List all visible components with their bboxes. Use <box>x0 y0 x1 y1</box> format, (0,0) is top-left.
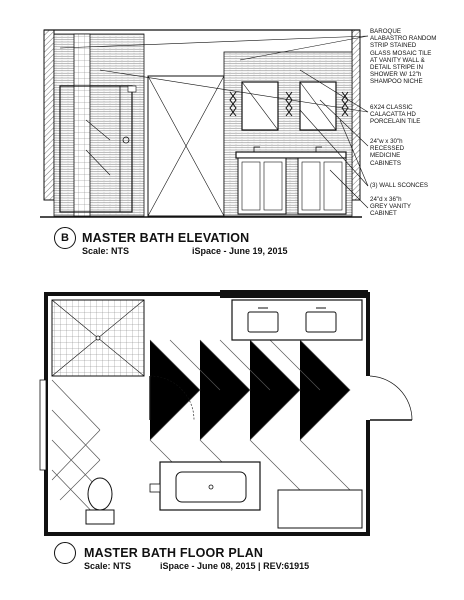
elevation-marker: B <box>54 227 76 249</box>
floor-plan-title: MASTER BATH FLOOR PLAN <box>84 546 264 560</box>
toilet-icon <box>86 478 114 524</box>
note-wall-sconces: (3) WALL SCONCES <box>370 182 428 189</box>
elevation-scale: Scale: NTS <box>82 246 130 256</box>
bench <box>278 490 362 528</box>
sink-left <box>248 312 278 332</box>
floor-plan-scale: Scale: NTS <box>84 561 132 571</box>
note-mosaic-tile: BAROQUE ALABASTRO RANDOM STRIP STAINED GLASS MOSAIC TILE AT VANITY WALL & DETAIL STRIPE IN SHOWER W/ 12"h SHAMPOO NICHE <box>370 28 437 86</box>
elevation-title: MASTER BATH ELEVATION <box>82 231 250 245</box>
elevation-date: iSpace - June 19, 2015 <box>192 246 288 256</box>
note-porcelain-tile: 6X24 CLASSIC CALACATTA HD PORCELAIN TILE <box>370 104 421 126</box>
note-medicine-cabinets: 24"w x 30"h RECESSED MEDICINE CABINETS <box>370 138 405 167</box>
floor-plan-marker <box>54 542 76 564</box>
sink-right <box>306 312 336 332</box>
note-vanity-cabinet: 24"d x 36"h GREY VANITY CABINET <box>370 196 412 218</box>
floor-plan-date: iSpace - June 08, 2015 | REV:61915 <box>160 561 310 571</box>
